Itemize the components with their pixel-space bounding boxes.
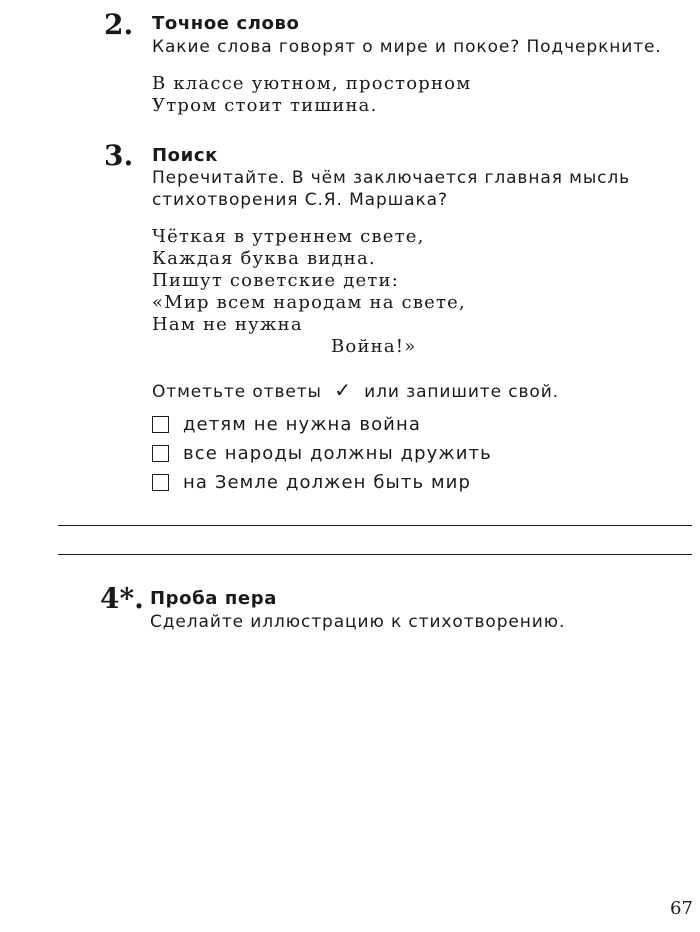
page-number: 67 xyxy=(670,898,693,919)
task4-number: 4*. xyxy=(100,582,144,615)
task3-poem-line-3: Пишут советские дети: xyxy=(152,270,400,291)
task2-number: 2. xyxy=(104,8,134,41)
task2-title: Точное слово xyxy=(152,13,300,34)
task3-poem-line-1: Чёткая в утреннем свете, xyxy=(152,226,425,247)
task3-question-line-1: Перечитайте. В чём заключается главная мысль xyxy=(152,168,631,188)
task3-title: Поиск xyxy=(152,145,218,166)
answer-line-1[interactable] xyxy=(58,525,692,526)
task4-question: Сделайте иллюстрацию к стихотворению. xyxy=(150,612,566,632)
task2-poem-line-1: В классе уютном, просторном xyxy=(152,73,472,94)
task4-title: Проба пера xyxy=(150,588,277,609)
checkbox[interactable] xyxy=(152,445,169,462)
task3-poem-line-2: Каждая буква видна. xyxy=(152,248,376,269)
task3-poem-line-4: «Мир всем народам на свете, xyxy=(152,292,466,313)
task3-number: 3. xyxy=(104,139,134,172)
task3-poem-line-6: Война!» xyxy=(331,336,417,357)
answer-line-2[interactable] xyxy=(58,554,692,555)
answer-option-label: на Земле должен быть мир xyxy=(183,472,471,493)
answer-option-label: все народы должны дружить xyxy=(183,443,492,464)
task2-question: Какие слова говорят о мире и покое? Подчеркните. xyxy=(152,37,662,57)
instruction-text-after: или запишите свой. xyxy=(364,382,559,402)
instruction-text-before: Отметьте ответы xyxy=(152,382,322,402)
task3-poem-line-5: Нам не нужна xyxy=(152,314,303,335)
checkbox[interactable] xyxy=(152,474,169,491)
task3-question-line-2: стихотворения С.Я. Маршака? xyxy=(152,190,448,210)
answer-option-1[interactable] xyxy=(152,414,421,435)
task3-instruction xyxy=(152,379,559,403)
checkmark-icon: ✓ xyxy=(334,378,352,402)
task2-poem-line-2: Утром стоит тишина. xyxy=(152,95,378,116)
answer-option-2[interactable] xyxy=(152,443,492,464)
answer-option-3[interactable] xyxy=(152,472,471,493)
answer-option-label: детям не нужна война xyxy=(183,414,421,435)
checkbox[interactable] xyxy=(152,416,169,433)
